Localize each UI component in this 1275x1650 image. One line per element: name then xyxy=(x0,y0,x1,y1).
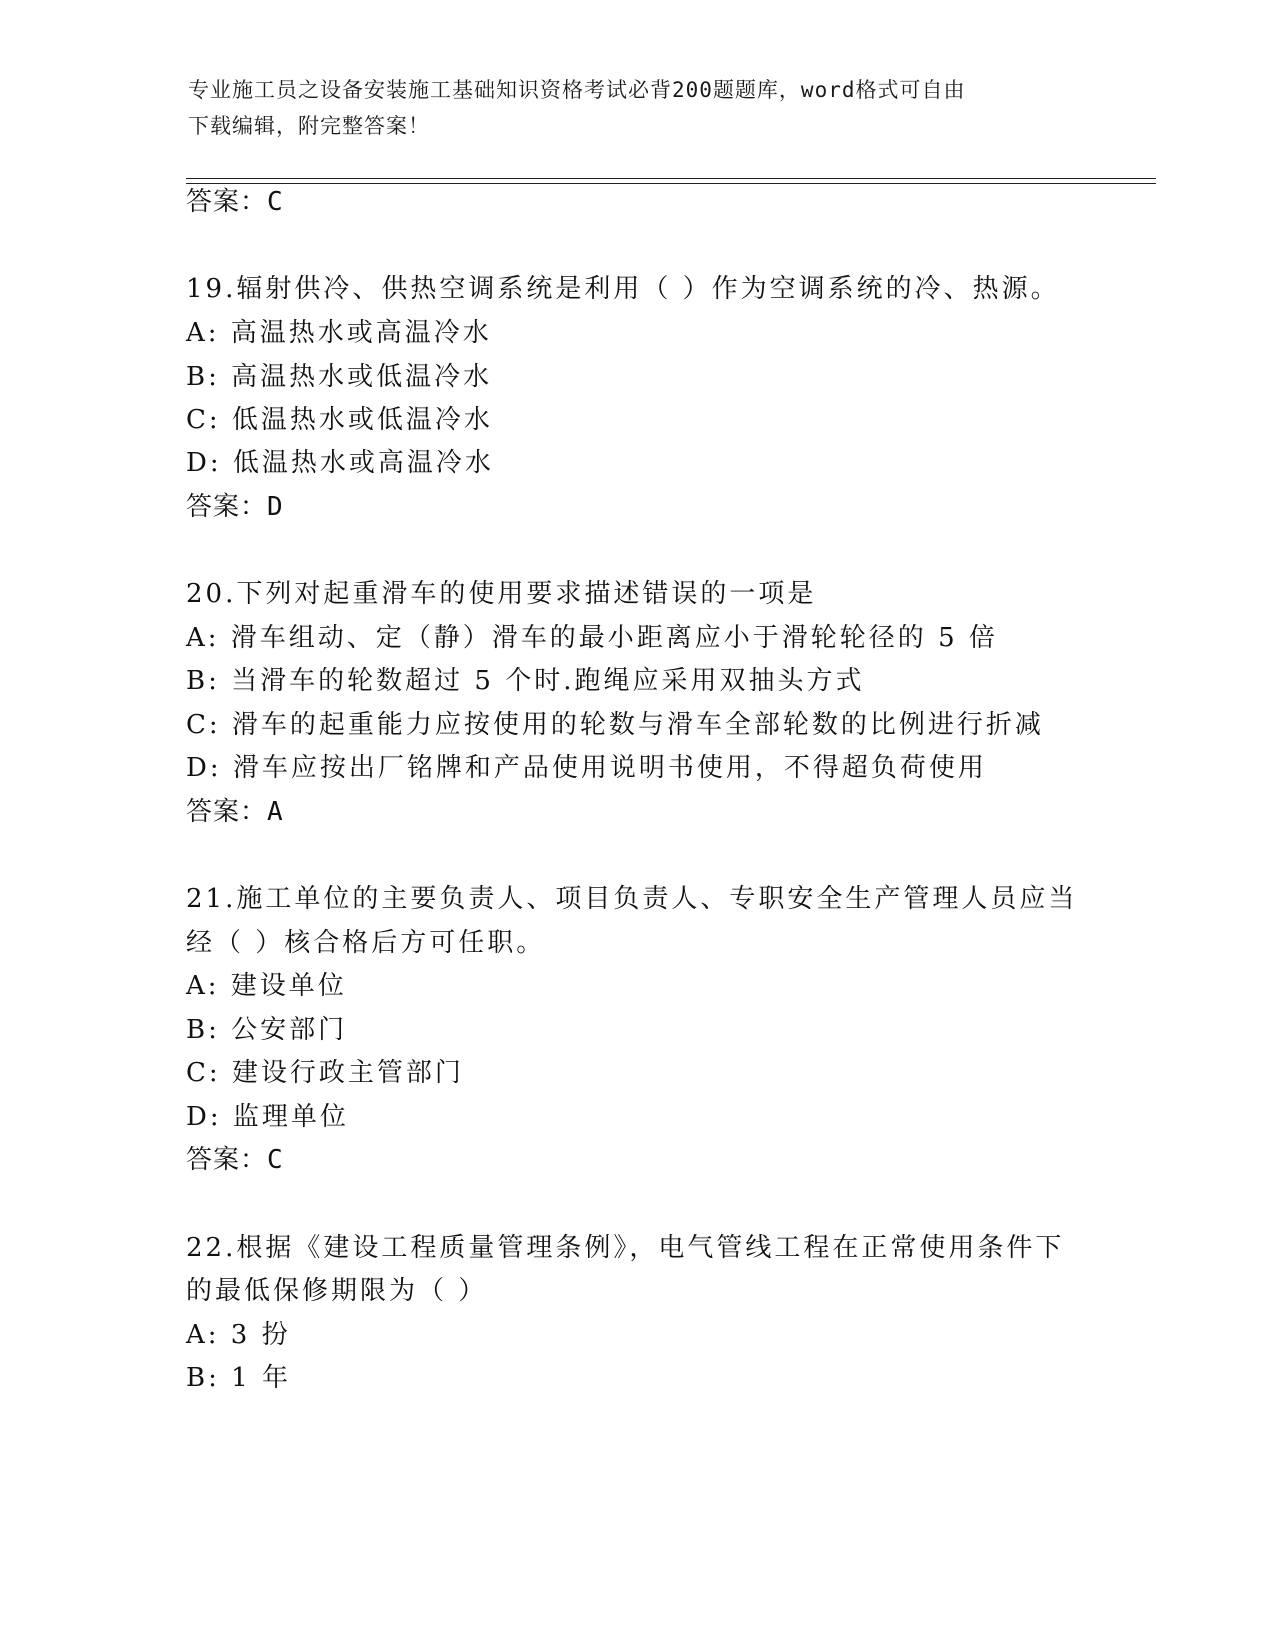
answer-line: 答案：A xyxy=(186,797,284,827)
header-line-1: 专业施工员之设备安装施工基础知识资格考试必背200题题库，word格式可自由 xyxy=(188,78,966,102)
question-text: 21.施工单位的主要负责人、项目负责人、专职安全生产管理人员应当 xyxy=(186,884,1078,914)
option-line: D: 滑车应按出厂铭牌和产品使用说明书使用，不得超负荷使用 xyxy=(186,753,987,783)
option-line: A: 高温热水或高温冷水 xyxy=(186,318,492,348)
option-line: C: 建设行政主管部门 xyxy=(186,1058,464,1088)
page-header xyxy=(188,72,1088,144)
question-text: 22.根据《建设工程质量管理条例》，电气管线工程在正常使用条件下 xyxy=(186,1233,1065,1263)
answer-line: 答案：C xyxy=(186,1145,284,1175)
option-line: B: 公安部门 xyxy=(186,1015,348,1045)
option-line: C: 滑车的起重能力应按使用的轮数与滑车全部轮数的比例进行折减 xyxy=(186,710,1044,740)
option-line: B: 高温热水或低温冷水 xyxy=(186,362,493,392)
header-line-2: 下载编辑，附完整答案！ xyxy=(188,114,430,138)
option-line: B: 1 年 xyxy=(186,1363,291,1393)
option-line: A: 滑车组动、定（静）滑车的最小距离应小于滑轮轮径的 5 倍 xyxy=(186,623,998,653)
question-text: 的最低保修期限为（ ） xyxy=(186,1276,488,1306)
option-line: B: 当滑车的轮数超过 5 个时.跑绳应采用双抽头方式 xyxy=(186,666,865,696)
answer-line: 答案：D xyxy=(186,492,284,522)
answer-line: 答案：C xyxy=(186,187,284,217)
option-line: C: 低温热水或低温冷水 xyxy=(186,405,493,435)
question-text: 19.辐射供冷、供热空调系统是利用（ ）作为空调系统的冷、热源。 xyxy=(186,274,1060,304)
header-divider-bottom xyxy=(186,183,1156,184)
option-line: A: 建设单位 xyxy=(186,971,347,1001)
option-line: A: 3 扮 xyxy=(186,1320,291,1350)
header-divider-top xyxy=(186,178,1156,179)
question-text: 20.下列对起重滑车的使用要求描述错误的一项是 xyxy=(186,579,817,609)
question-text: 经（ ）核合格后方可任职。 xyxy=(186,928,546,958)
option-line: D: 监理单位 xyxy=(186,1102,349,1132)
option-line: D: 低温热水或高温冷水 xyxy=(186,448,494,478)
